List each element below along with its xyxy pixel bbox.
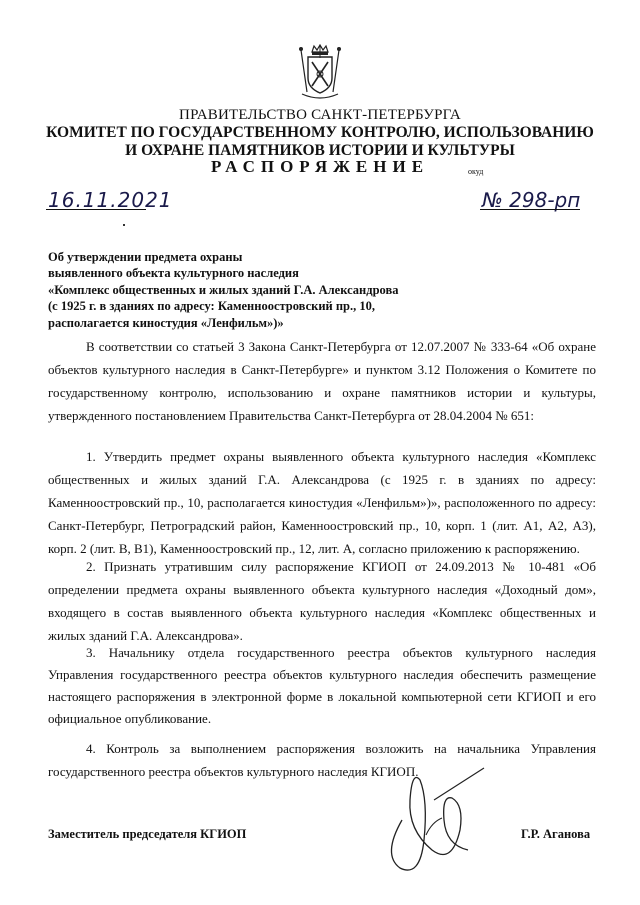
committee-title-line2: И ОХРАНЕ ПАМЯТНИКОВ ИСТОРИИ И КУЛЬТУРЫ bbox=[125, 142, 515, 159]
item-4-text: 4. Контроль за выполнением распоряжения возложить на начальника Управления государственного реестра объектов культурного наследия КГИОП. bbox=[48, 741, 596, 779]
document-date: 16.11.2021 bbox=[48, 188, 173, 212]
committee-title bbox=[40, 124, 600, 160]
coat-of-arms-icon bbox=[296, 44, 344, 102]
subject-line: располагается киностудия «Ленфильм»)» bbox=[48, 315, 284, 330]
document-type-title: РАСПОРЯЖЕНИЕ bbox=[210, 157, 430, 176]
subject-line: (с 1925 г. в зданиях по адресу: Каменноостровский пр., 10, bbox=[48, 299, 376, 314]
date-underline bbox=[46, 209, 146, 210]
preamble-text: В соответствии со статьей 3 Закона Санкт-Петербурга от 12.07.2007 № 333-64 «Об охране объектов культурного наследия в Санкт-Петербурге» и пунктом 3.12 Положения о Комитете по государственному контролю, использованию и охране памятников истории и культуры, утвержденного постановлением Правительства Санкт-Петербурга от 28.04.2004 № 651: bbox=[48, 339, 596, 423]
subject-line: выявленного объекта культурного наследия bbox=[48, 266, 299, 281]
subject-line: «Комплекс общественных и жилых зданий Г.А. Александрова bbox=[48, 282, 399, 297]
item-3-paragraph bbox=[48, 642, 596, 730]
mark-dot bbox=[123, 224, 125, 226]
document-subject bbox=[48, 249, 468, 331]
preamble-paragraph bbox=[48, 335, 596, 427]
item-3-text: 3. Начальнику отдела государственного реестра объектов культурного наследия Управления государственного реестра объектов культурного наследия обеспечить размещение настоящего распоряжения в электронной форме в локальной компьютерной сети КГИОП и его официальное опубликование. bbox=[48, 645, 596, 726]
committee-title-line1: КОМИТЕТ ПО ГОСУДАРСТВЕННОМУ КОНТРОЛЮ, ИСПОЛЬЗОВАНИЮ bbox=[46, 124, 594, 141]
document-number: № 298-рп bbox=[482, 188, 581, 212]
item-2-paragraph bbox=[48, 555, 596, 647]
number-underline bbox=[480, 209, 580, 210]
item-1-paragraph bbox=[48, 445, 596, 560]
government-title: ПРАВИТЕЛЬСТВО САНКТ-ПЕТЕРБУРГА bbox=[179, 107, 461, 123]
handwritten-signature bbox=[372, 760, 492, 875]
signatory-position: Заместитель председателя КГИОП bbox=[48, 827, 247, 841]
item-2-text: 2. Признать утратившим силу распоряжение КГИОП от 24.09.2013 № 10-481 «Об определении предмета охраны выявленного объекта культурного наследия «Доходный дом», входящего в состав выявленного объекта культурного наследия «Комплекс общественных и жилых зданий Г.А. Александрова». bbox=[48, 559, 596, 643]
item-1-text: 1. Утвердить предмет охраны выявленного объекта культурного наследия «Комплекс общественных и жилых зданий Г.А. Александрова (с 1925 г. в зданиях по адресу: Каменноостровский пр., 10, располагается киностудия «Ленфильм»)», расположенного по адресу: Санкт-Петербург, Петроградский район, Каменноостровский пр., 10, корп. 1 (лит. А1, А2, А3), корп. 2 (лит. В, В1), Каменноостровский пр., 12, лит. А, согласно приложению к распоряжению. bbox=[48, 449, 596, 556]
subject-line: Об утверждении предмета охраны bbox=[48, 250, 243, 264]
signatory-name: Г.Р. Аганова bbox=[521, 827, 591, 841]
item-4-paragraph bbox=[48, 737, 596, 783]
okud-label: окуд bbox=[468, 167, 484, 176]
